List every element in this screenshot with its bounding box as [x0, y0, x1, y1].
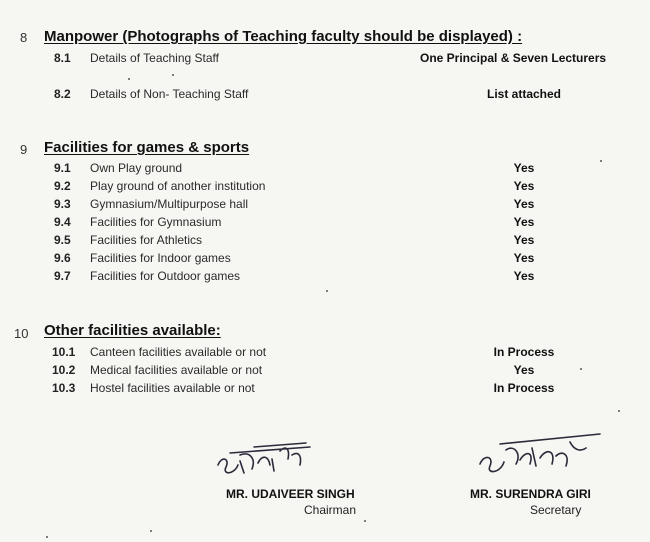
item-value: Yes: [513, 233, 535, 247]
item-label: Details of Non- Teaching Staff: [90, 87, 249, 101]
item-value: In Process: [493, 345, 555, 359]
item-number: 8.2: [54, 87, 71, 101]
list-item: [0, 345, 650, 363]
item-label: Play ground of another institution: [90, 179, 266, 193]
list-item: [0, 215, 650, 233]
item-number: 9.7: [54, 269, 71, 283]
list-item: [0, 161, 650, 179]
item-label: Facilities for Athletics: [90, 233, 203, 247]
item-value: Yes: [513, 215, 535, 229]
item-number: 9.4: [54, 215, 71, 229]
item-label: Own Play ground: [90, 161, 183, 175]
item-label: Gymnasium/Multipurpose hall: [90, 197, 249, 211]
item-label: Facilities for Indoor games: [90, 251, 231, 265]
item-number: 9.1: [54, 161, 71, 175]
chairman-name: MR. UDAIVEER SINGH: [226, 487, 355, 501]
secretary-title: Secretary: [530, 503, 582, 517]
section-10-number: 10: [14, 326, 29, 341]
section-8-number: 8: [20, 30, 28, 45]
scan-speck: [326, 290, 328, 292]
list-item: [0, 179, 650, 197]
chairman-title: Chairman: [304, 503, 357, 517]
item-value: Yes: [513, 269, 535, 283]
item-value: Yes: [513, 161, 535, 175]
section-8-title: Manpower (Photographs of Teaching faculty should be displayed) :: [44, 28, 523, 45]
item-label: Facilities for Outdoor games: [90, 269, 241, 283]
item-number: 9.2: [54, 179, 71, 193]
list-item: [0, 87, 650, 105]
scan-speck: [172, 74, 174, 76]
item-value: In Process: [493, 381, 555, 395]
scan-speck: [128, 78, 130, 80]
section-9-title: Facilities for games & sports: [44, 139, 250, 156]
chairman-signature: [210, 425, 320, 483]
item-label: Medical facilities available or not: [90, 363, 263, 377]
scan-speck: [46, 536, 48, 538]
secretary-name: MR. SURENDRA GIRI: [470, 487, 591, 501]
section-10-title: Other facilities available:: [44, 322, 221, 339]
item-number: 10.2: [52, 363, 76, 377]
item-number: 9.5: [54, 233, 71, 247]
item-label: Hostel facilities available or not: [90, 381, 255, 395]
scan-speck: [150, 530, 152, 532]
section-9-number: 9: [20, 142, 28, 157]
list-item: [0, 51, 650, 69]
item-number: 8.1: [54, 51, 71, 65]
list-item: [0, 269, 650, 287]
item-value: Yes: [513, 197, 535, 211]
secretary-signature: [470, 420, 610, 480]
list-item: [0, 251, 650, 269]
list-item: [0, 197, 650, 215]
item-number: 9.6: [54, 251, 71, 265]
item-number: 10.3: [52, 381, 76, 395]
scan-speck: [618, 410, 620, 412]
item-value: List attached: [486, 87, 561, 101]
list-item: [0, 363, 650, 381]
item-label: Canteen facilities available or not: [90, 345, 267, 359]
item-number: 9.3: [54, 197, 71, 211]
item-label: Details of Teaching Staff: [90, 51, 219, 65]
scan-speck: [580, 368, 582, 370]
item-value: Yes: [513, 179, 535, 193]
list-item: [0, 381, 650, 399]
item-value: Yes: [513, 251, 535, 265]
list-item: [0, 233, 650, 251]
item-label: Facilities for Gymnasium: [90, 215, 222, 229]
item-value: Yes: [513, 363, 535, 377]
item-number: 10.1: [52, 345, 76, 359]
scan-speck: [364, 520, 366, 522]
scan-speck: [600, 160, 602, 162]
item-value: One Principal & Seven Lecturers: [420, 51, 607, 65]
